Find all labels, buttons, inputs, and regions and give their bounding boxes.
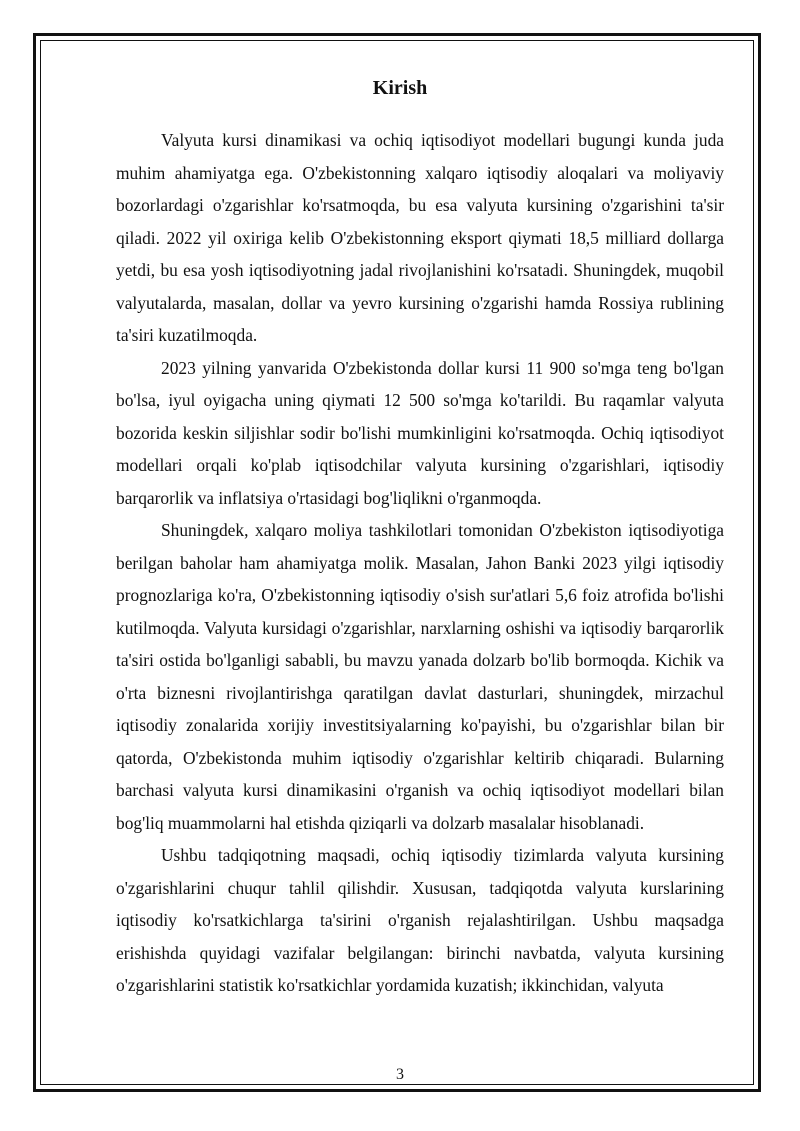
paragraph-4: Ushbu tadqiqotning maqsadi, ochiq iqtisodiy tizimlarda valyuta kursining o'zgarishlarini chuqur tahlil qilishdir. Xususan, tadqiqotda valyuta kurslarining iqtisodiy ko'rsatkichlarga ta'sirini o'rganish rejalashtirilgan. Ushbu maqsadga erishishda quyidagi vazifalar belgilangan: birinchi navbatda, valyuta kursining o'zgarishlarini statistik ko'rsatkichlar yordamida kuzatish; ikkinchidan, valyuta [116, 845, 724, 995]
body-text [116, 124, 724, 1002]
section-title: Kirish [372, 77, 428, 99]
paragraph-2: 2023 yilning yanvarida O'zbekistonda dollar kursi 11 900 so'mga teng bo'lgan bo'lsa, iyul oyigacha uning qiymati 12 500 so'mga ko'tarildi. Bu raqamlar valyuta bozorida keskin siljishlar sodir bo'lishi mumkinligini ko'rsatmoqda. Ochiq iqtisodiyot modellari orqali ko'plab iqtisodchilar valyuta kursining o'zgarishlari, iqtisodiy barqarorlik va inflatsiya o'rtasidagi bog'liqlikni o'rganmoqda. [116, 357, 724, 508]
page-number: 3 [396, 1066, 404, 1083]
paragraph-1: Valyuta kursi dinamikasi va ochiq iqtisodiyot modellari bugungi kunda juda muhim ahamiyatga ega. O'zbekistonning xalqaro iqtisodiy aloqalari va moliyaviy bozorlardagi o'zgarishlar ko'rsatmoqda, bu esa valyuta kursining o'zgarishini ta'sir qiladi. 2022 yil oxiriga kelib O'zbekistonning eksport qiymati 18,5 milliard dollarga yetdi, bu esa yosh iqtisodiyotning jadal rivojlanishini ko'rsatadi. Shuningdek, muqobil valyutalarda, masalan, dollar va yevro kursining o'zgarishi hamda Rossiya rublining ta'siri kuzatilmoqda. [116, 130, 724, 345]
paragraph-3: Shuningdek, xalqaro moliya tashkilotlari tomonidan O'zbekiston iqtisodiyotiga berilgan baholar ham ahamiyatga molik. Masalan, Jahon Banki 2023 yilgi iqtisodiy prognozlariga ko'ra, O'zbekistonning iqtisodiy o'sish sur'atlari 5,6 foiz atrofida bo'lishi kutilmoqda. Valyuta kursidagi o'zgarishlar, narxlarning oshishi va iqtisodiy barqarorlik ta'siri ostida bo'lganligi sababli, bu mavzu yanada dolzarb bo'lib bormoqda. Kichik va o'rta biznesni rivojlantirishga qaratilgan davlat dasturlari, shuningdek, mirzachul iqtisodiy zonalarida xorijiy investitsiyalarning ko'payishi, bu o'zgarishlar bilan bir qatorda, O'zbekistonda muhim iqtisodiy o'zgarishlar keltirib chiqaradi. Bularning barchasi valyuta kursi dinamikasini o'rganish va ochiq iqtisodiyot modellari bilan bog'liq muammolarni hal etishda qiziqarli va dolzarb masalalar hisoblanadi. [116, 520, 724, 833]
